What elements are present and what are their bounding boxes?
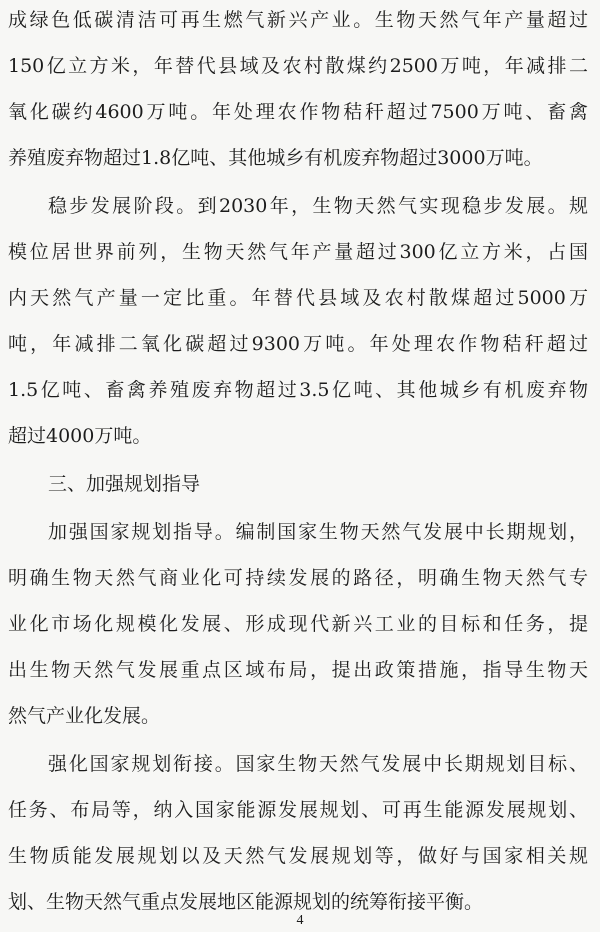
page-number: 4 [296, 913, 304, 928]
text-line: 业化市场化规模化发展、形成现代新兴工业的目标和任务，提 [8, 613, 588, 635]
document-page [8, 0, 588, 932]
paragraph-lead: 加强国家规划指导。 [48, 521, 236, 543]
paragraph-first-line [48, 746, 588, 782]
text-line: 成绿色低碳清洁可再生燃气新兴产业。生物天然气年产量超过 [8, 9, 588, 31]
section-heading: 三、加强规划指导 [48, 473, 201, 495]
text-line: 稳步发展阶段。到2030年，生物天然气实现稳步发展。规 [48, 195, 588, 217]
text-line: 然气产业化发展。 [8, 705, 161, 727]
paragraph-text: 国家生物天然气发展中长期规划目标、 [235, 753, 588, 775]
text-line: 模位居世界前列，生物天然气年产量超过300亿立方米，占国 [8, 241, 588, 263]
text-line: 内天然气产量一定比重。年替代县域及农村散煤超过5000万 [8, 287, 588, 309]
text-line: 150亿立方米，年替代县域及农村散煤约2500万吨，年减排二 [8, 55, 588, 77]
text-line: 明确生物天然气商业化可持续发展的路径，明确生物天然气专 [8, 567, 588, 589]
text-line: 吨，年减排二氧化碳超过9300万吨。年处理农作物秸秆超过 [8, 333, 588, 355]
text-line: 出生物天然气发展重点区域布局，提出政策措施，指导生物天 [8, 659, 588, 681]
text-line: 任务、布局等，纳入国家能源发展规划、可再生能源发展规划、 [8, 799, 588, 821]
text-line: 划、生物天然气重点发展地区能源规划的统筹衔接平衡。 [8, 891, 484, 913]
paragraph-lead: 强化国家规划衔接。 [48, 753, 236, 775]
paragraph-first-line [48, 514, 588, 550]
text-line: 生物质能发展规划以及天然气发展规划等，做好与国家相关规 [8, 845, 588, 867]
text-line: 1.5亿吨、畜禽养殖废弃物超过3.5亿吨、其他城乡有机废弃物 [8, 379, 588, 401]
text-line: 养殖废弃物超过1.8亿吨、其他城乡有机废弃物超过3000万吨。 [8, 147, 543, 169]
text-line: 超过4000万吨。 [8, 425, 152, 447]
paragraph-text: 编制国家生物天然气发展中长期规划， [235, 521, 588, 543]
text-line: 氧化碳约4600万吨。年处理农作物秸秆超过7500万吨、畜禽 [8, 101, 588, 123]
